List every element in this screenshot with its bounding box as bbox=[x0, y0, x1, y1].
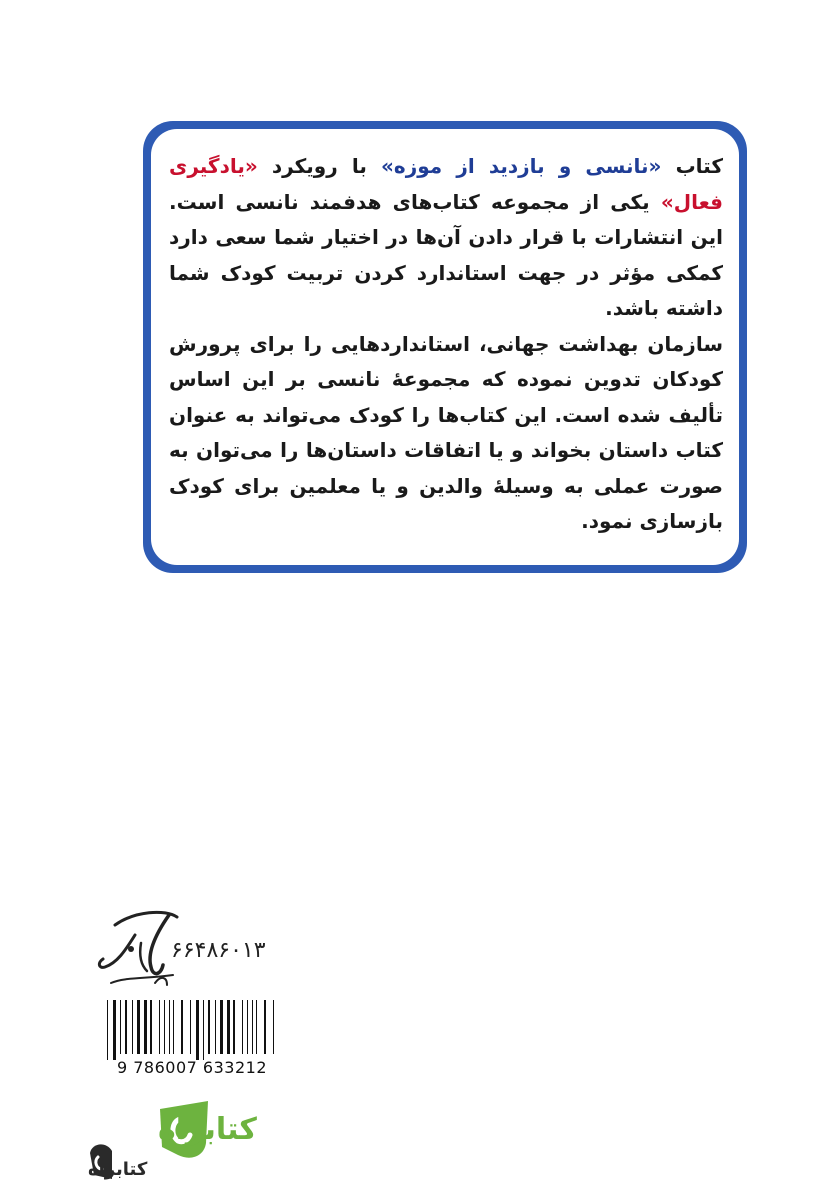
publisher-phone: ۶۶۴۸۶۰۱۳ bbox=[171, 938, 266, 963]
mid-text: با رویکرد bbox=[257, 154, 382, 178]
barcode-number: 9 786007 633212 bbox=[116, 1058, 267, 1077]
description-inner bbox=[151, 129, 739, 565]
description-paragraph-2: سازمان بهداشت جهانی، استانداردهایی را برای پرورش کودکان تدوین نموده که مجموعهٔ نانسی بر این اساس تألیف شده است. این کتاب‌ها را کودک می‌تواند به عنوان کتاب داستان بخواند و یا اتفاقات داستان‌ها را می‌توان به صورت عملی به وسیلهٔ والدین و یا معلمین برای کودک بازسازی نمود. bbox=[169, 331, 723, 533]
intro-text: کتاب bbox=[661, 154, 723, 178]
watermark-logo bbox=[40, 1095, 257, 1185]
barcode-block bbox=[97, 1000, 287, 1080]
watermark-text-large: کتابراه bbox=[158, 1112, 257, 1147]
watermark-text-small: کتابراه bbox=[88, 1159, 148, 1180]
barcode bbox=[97, 1000, 287, 1060]
approach-label: «یادگیری فعال» bbox=[169, 154, 723, 214]
description-paragraph-1 bbox=[169, 149, 723, 327]
description-box bbox=[143, 121, 747, 573]
ketabrah-logo-icon bbox=[40, 1095, 257, 1185]
publisher-block bbox=[95, 905, 295, 995]
book-title: «نانسی و بازدید از موزه» bbox=[381, 154, 662, 178]
intro-rest: یکی از مجموعه کتاب‌های هدفمند نانسی است. این انتشارات با قرار دادن آن‌ها در اختیار شما سعی دارد کمکی مؤثر در جهت استاندارد کردن تربیت کودک شما داشته باشد. bbox=[169, 189, 723, 320]
